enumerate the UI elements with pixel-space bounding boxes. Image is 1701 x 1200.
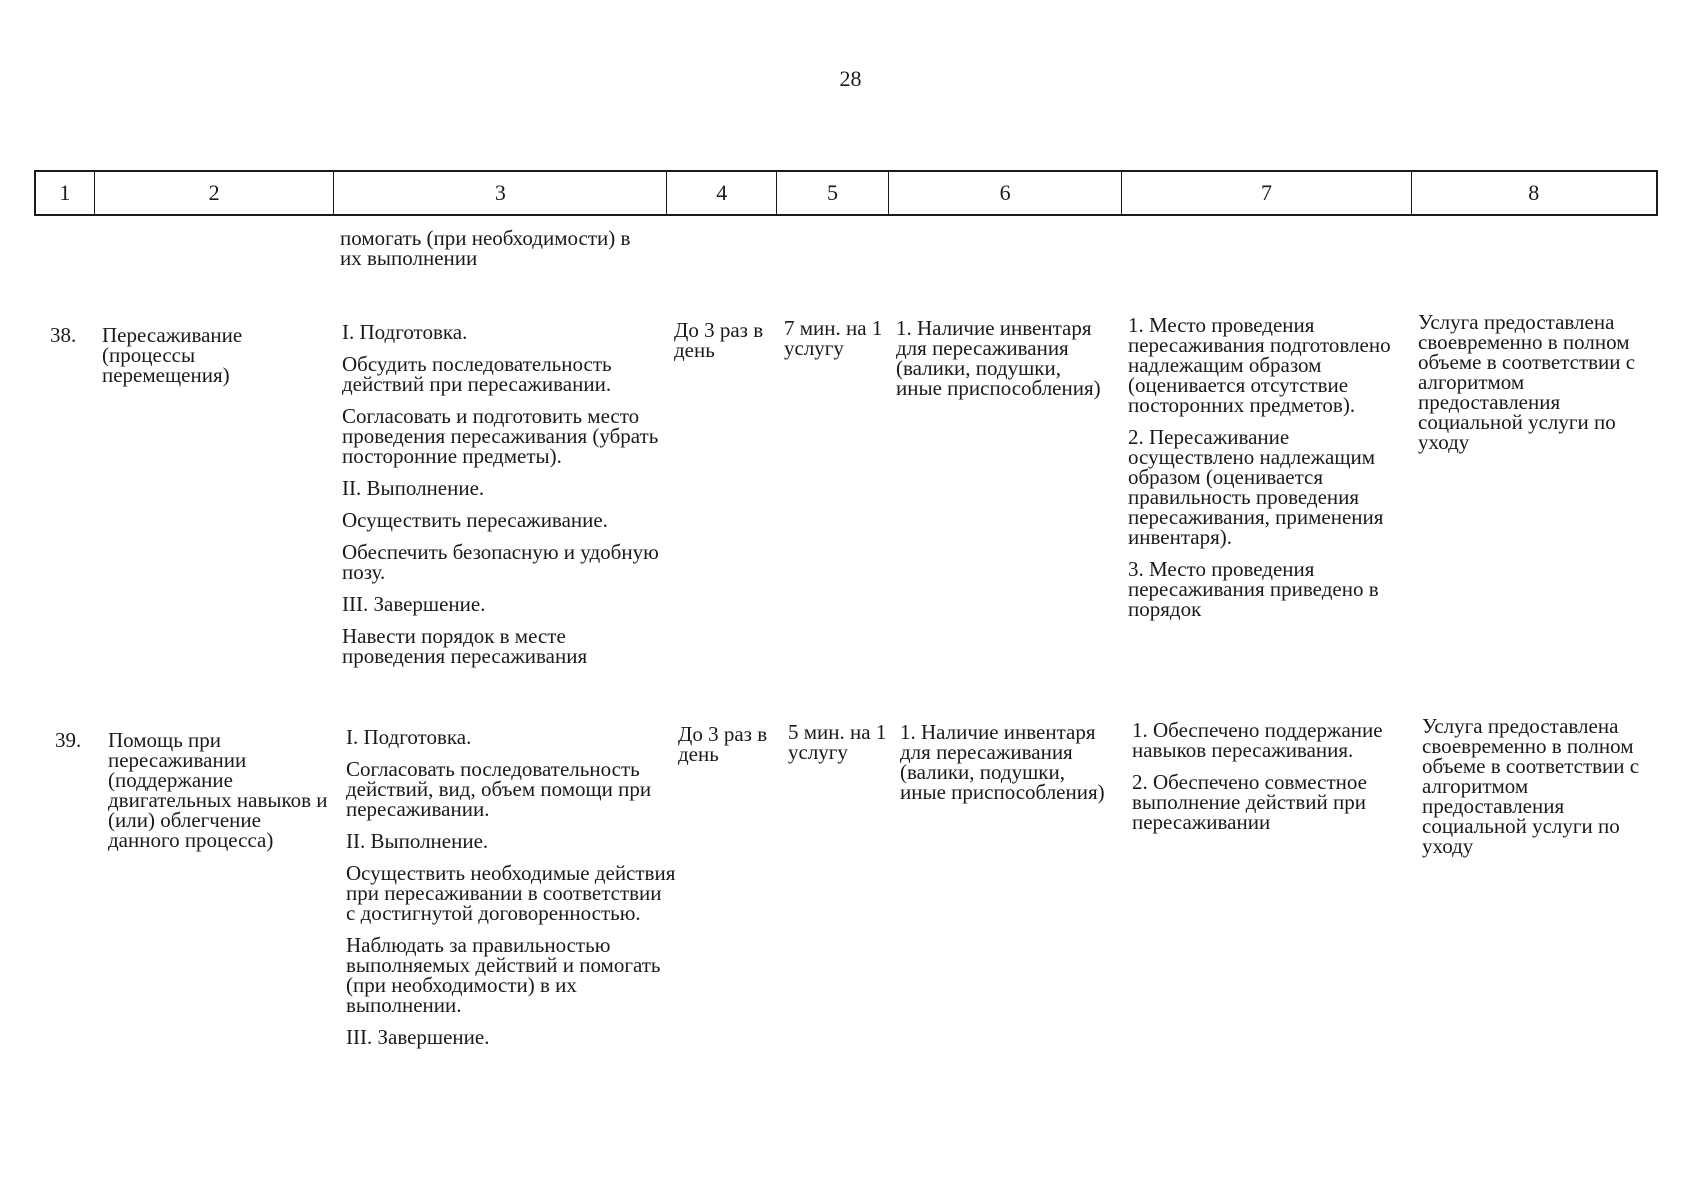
row-38-col3-line: Обеспечить безопасную и удобную позу. <box>342 540 659 584</box>
header-col-8: 8 <box>1411 172 1656 214</box>
row-38-col3-line: Навести порядок в месте проведения пересаживания <box>342 624 588 668</box>
row-39-col3-line: Наблюдать за правильностью выполняемых действий и помогать (при необходимости) в их выполнении. <box>346 933 661 1017</box>
row-38-col3-line: III. Завершение. <box>342 592 486 616</box>
row-38-col3-line: Обсудить последовательность действий при пересаживании. <box>342 352 612 396</box>
row-39-col3-line: I. Подготовка. <box>346 725 472 749</box>
header-col-4: 4 <box>666 172 776 214</box>
row-39-col3-line: Осуществить необходимые действия при пересаживании в соответствии с достигнутой договоренностью. <box>346 861 676 925</box>
row-38-inventory: 1. Наличие инвентаря для пересаживания (валики, подушки, иные приспособления) <box>896 316 1101 400</box>
row-39-inventory: 1. Наличие инвентаря для пересаживания (валики, подушки, иные приспособления) <box>900 720 1105 804</box>
header-col-3: 3 <box>333 172 666 214</box>
row-39-col3-line: III. Завершение. <box>346 1025 490 1049</box>
row-38-name: Пересаживание (процессы перемещения) <box>102 323 243 387</box>
row-38-number: 38. <box>50 323 77 347</box>
table-header-row <box>34 170 1658 216</box>
row-38-quality <box>1128 315 1410 619</box>
row-39-quality <box>1132 720 1414 832</box>
header-col-2: 2 <box>94 172 333 214</box>
row-39-number: 39. <box>55 728 82 752</box>
row-39-col3 <box>346 727 676 1047</box>
row-39-quality-item: 1. Обеспечено поддержание навыков пересаживания. <box>1132 718 1383 762</box>
row-38-col3-line: Согласовать и подготовить место проведения пересаживания (убрать посторонние предметы). <box>342 404 659 468</box>
row-38-col3-line: I. Подготовка. <box>342 320 468 344</box>
row-38-quality-item: 1. Место проведения пересаживания подготовлено надлежащим образом (оценивается отсутствие посторонних предметов). <box>1128 313 1391 417</box>
row-39-result: Услуга предоставлена своевременно в полном объеме в соответствии с алгоритмом предоставления социальной услуги по уходу <box>1422 714 1640 858</box>
row-38-duration: 7 мин. на 1 услугу <box>784 316 883 360</box>
row-39-duration: 5 мин. на 1 услугу <box>788 720 887 764</box>
row-38-col3 <box>342 322 672 666</box>
row-39-name: Помощь при пересаживании (поддержание двигательных навыков и (или) облегчение данного процесса) <box>108 728 328 852</box>
row-38-frequency: До 3 раз в день <box>674 318 764 362</box>
continuation-col3: помогать (при необходимости) в их выполнении <box>340 226 631 270</box>
row-39-quality-item: 2. Обеспечено совместное выполнение действий при пересаживании <box>1132 770 1367 834</box>
header-col-6: 6 <box>888 172 1121 214</box>
header-col-5: 5 <box>776 172 888 214</box>
row-38-quality-item: 3. Место проведения пересаживания приведено в порядок <box>1128 557 1379 621</box>
page-number: 28 <box>839 66 862 91</box>
row-39-col3-line: II. Выполнение. <box>346 829 489 853</box>
row-39-col3-line: Согласовать последовательность действий, вид, объем помощи при пересаживании. <box>346 757 652 821</box>
row-38-result: Услуга предоставлена своевременно в полном объеме в соответствии с алгоритмом предоставления социальной услуги по уходу <box>1418 310 1636 454</box>
header-col-1: 1 <box>59 180 71 205</box>
row-38-quality-item: 2. Пересаживание осуществлено надлежащим образом (оценивается правильность проведения пересаживания, применения инвентаря). <box>1128 425 1384 549</box>
header-col-7: 7 <box>1121 172 1410 214</box>
row-38-col3-line: II. Выполнение. <box>342 476 485 500</box>
row-38-col3-line: Осуществить пересаживание. <box>342 508 608 532</box>
row-39-frequency: До 3 раз в день <box>678 722 768 766</box>
